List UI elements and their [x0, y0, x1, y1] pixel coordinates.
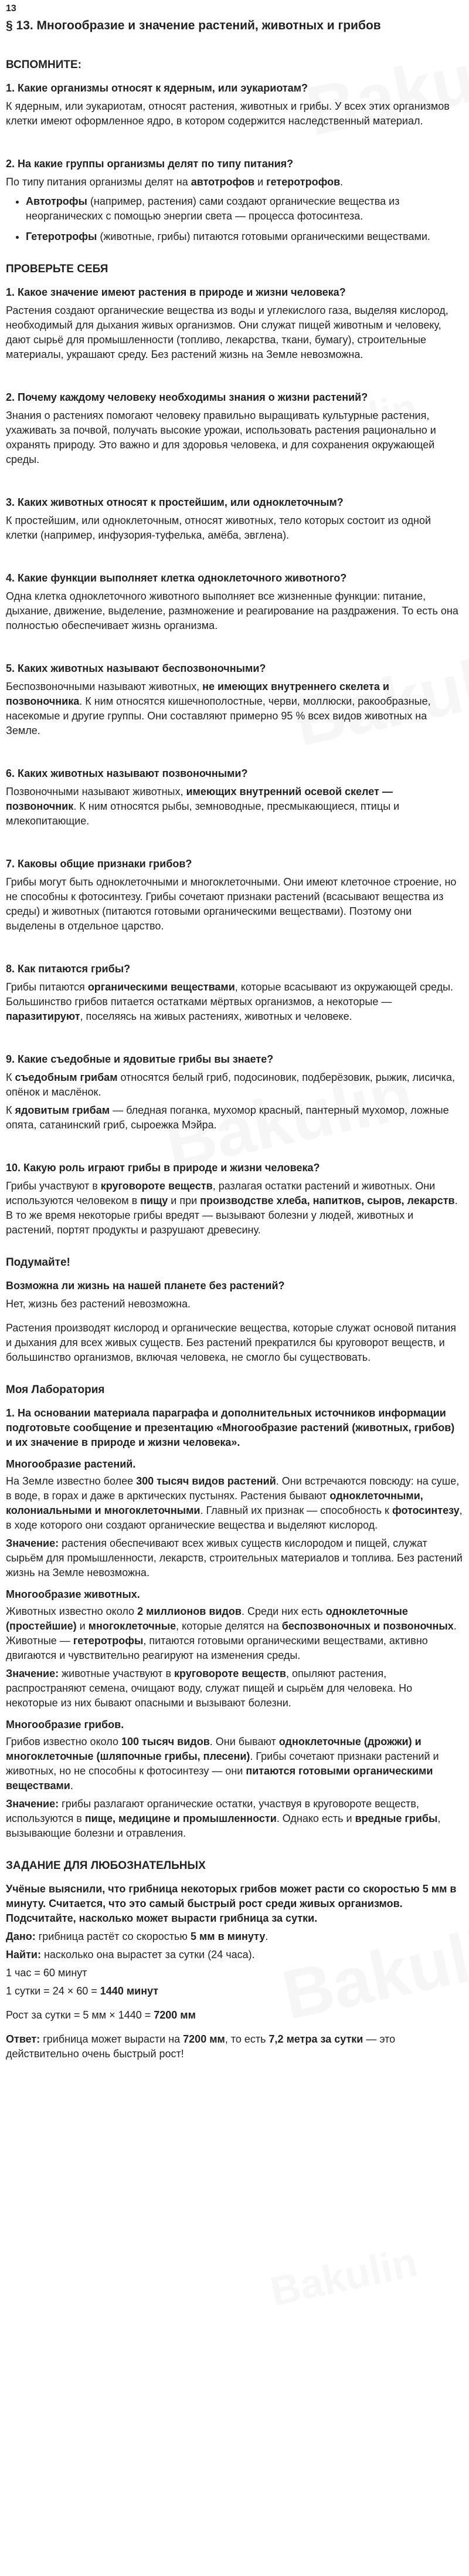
list-item: • Гетеротрофы (животные, грибы) питаются готовыми органическими веществами.: [26, 229, 463, 244]
question: 2. Почему каждому человеку необходимы знания о жизни растений?: [6, 391, 368, 403]
question: 1. Какое значение имеют растения в природе и жизни человека?: [6, 286, 346, 298]
answer: Ответ: грибница может вырасти на 7200 мм, то есть 7,2 метра за сутки — это действительно очень быстрый рост!: [6, 2033, 396, 2060]
question: 9. Какие съедобные и ядовитые грибы вы знаете?: [6, 1053, 274, 1065]
paragraph: Грибов известно около 100 тысяч видов. Они бывают одноклеточные (дрожжи) и многоклеточные (шляпочные грибы, плесени). Грибы сочетают признаки растений и животных, но не способны к фотосинтезу — они питаются готовыми органическими веществами.: [6, 1736, 439, 1791]
question: Учёные выяснили, что грибница некоторых грибов может расти со скоростью 5 мм в минуту. Считается, что это самый быстрый рост среди живых организмов. Подсчитайте, насколько может вырасти грибница за сутки.: [6, 1883, 457, 1924]
subheading: Многообразие грибов.: [6, 1719, 124, 1730]
question: 8. Как питаются грибы?: [6, 963, 131, 975]
question: 7. Каковы общие признаки грибов?: [6, 858, 192, 870]
paragraph: Значение: растения обеспечивают всех живых существ кислородом и пищей, служат сырьём для промышленности, лекарств, строительных материалов и топлива. Без растений жизнь на Земле невозможна.: [6, 1537, 463, 1578]
answer: Знания о растениях помогают человеку правильно выращивать культурные растения, ухаживать за почвой, получать высокие урожаи, использовать растения рационально и охранять природу. Это важно и для здоровья человека, и для сохранения окружающей среды.: [6, 410, 436, 465]
page-number: 13: [6, 4, 16, 13]
question: 4. Какие функции выполняет клетка одноклеточного животного?: [6, 572, 347, 584]
watermark: [266, 2239, 421, 2315]
subheading: Многообразие животных.: [6, 1588, 140, 1600]
paragraph: На Земле известно более 300 тысяч видов растений. Они встречаются повсюду: на суше, в воде, в горах и даже в арктических пустынях. Растения бывают одноклеточными, колониальными и многоклеточными. Главный их признак — способность к фотосинтезу, в ходе которого они создают органические вещества и выделяют кислород.: [6, 1475, 463, 1531]
answer: К ядерным, или эукариотам, относят растения, животных и грибы. У всех этих организмов клетки имеют оформленное ядро, в котором содержится наследственный материал.: [6, 100, 450, 127]
calc-line: 1 час = 60 минут: [6, 1967, 87, 1979]
question: 1. На основании материала параграфа и дополнительных источников информации подготовьте сообщение и презентацию «Многообразие растений (животных, грибов) и их значение в природе и жизни человека».: [6, 1407, 455, 1448]
calc-line: Рост за сутки = 5 мм × 1440 = 7200 мм: [6, 2009, 196, 2021]
paragraph: Значение: животные участвуют в круговороте веществ, опыляют растения, распространяют семена, очищают воду, служат пищей и сырьём для человека. Но некоторые из них бывают опасными и вызывают болезни.: [6, 1668, 413, 1709]
section-curious-heading: ЗАДАНИЕ ДЛЯ ЛЮБОЗНАТЕЛЬНЫХ: [6, 1860, 206, 1872]
answer: К простейшим, или одноклеточным, относят животных, тело которых состоит из одной клетки (например, инфузория-туфелька, амёба, эвглена).: [6, 515, 431, 541]
paragraph: Значение: грибы разлагают органические остатки, участвуя в круговороте веществ, используются в пище, медицине и промышленности. Однако есть и вредные грибы, вызывающие болезни и отравления.: [6, 1798, 441, 1839]
calc-line: 1 сутки = 24 × 60 = 1440 минут: [6, 1985, 159, 1997]
find: Найти: насколько она вырастет за сутки (24 часа).: [6, 1949, 255, 1960]
section-remember-heading: ВСПОМНИТЕ:: [6, 59, 81, 71]
section-lab-heading: Моя Лаборатория: [6, 1384, 105, 1396]
answer: Позвоночными называют животных, имеющих внутренний осевой скелет — позвоночник. К ним относятся рыбы, земноводные, пресмыкающиеся, птицы и млекопитающие.: [6, 786, 400, 827]
question: 3. Каких животных относят к простейшим, или одноклеточным?: [6, 496, 344, 508]
subheading: Многообразие растений.: [6, 1458, 136, 1470]
question: 2. На какие группы организмы делят по типу питания?: [6, 158, 294, 170]
answer: Растения производят кислород и органические вещества, которые служат основой питания и дыхания для всех живых существ. Без растений прекратился бы круговорот веществ, и большинство организмов, включая человека, не смогло бы существовать.: [6, 1322, 457, 1363]
question: 1. Какие организмы относят к ядерным, или эукариотам?: [6, 82, 308, 94]
question: Возможна ли жизнь на нашей планете без растений?: [6, 1280, 285, 1292]
paragraph: Животных известно около 2 миллионов видов. Среди них есть одноклеточные (простейшие) и многоклеточные, которые делятся на беспозвоночных и позвоночных. Животные — гетеротрофы, питаются готовыми органическими веществами, активно двигаются и чувствительно реагируют на изменения среды.: [6, 1605, 457, 1661]
nutrition-list: [6, 194, 463, 244]
answer: Грибы участвуют в круговороте веществ, разлагая остатки растений и животных. Они используются человеком в пищу и при производстве хлеба, напитков, сыров, лекарств. В то же время некоторые грибы вредят — вызывают болезни у людей, животных и растений, портят продукты и разрушают древесину.: [6, 1180, 458, 1236]
page-title: § 13. Многообразие и значение растений, животных и грибов: [6, 19, 381, 32]
answer: Нет, жизнь без растений невозможна.: [6, 1298, 191, 1310]
answer: Беспозвоночными называют животных, не имеющих внутреннего скелета и позвоночника. К ним относятся кишечнополостные, черви, моллюски, ракообразные, насекомые и другие группы. Они составляют примерно 95 % всех видов животных на Земле.: [6, 681, 431, 736]
given: Дано: грибница растёт со скоростью 5 мм в минуту.: [6, 1931, 269, 1942]
answer: Одна клетка одноклеточного животного выполняет все жизненные функции: питание, дыхание, движение, выделение, размножение и реагирование на раздражения. То есть она полностью обеспечивает жизнь организма.: [6, 590, 458, 631]
answer: К ядовитым грибам — бледная поганка, мухомор красный, пантерный мухомор, ложные опята, сатанинский гриб, сыроежка Мэйра.: [6, 1104, 449, 1131]
answer: Грибы могут быть одноклеточными и многоклеточными. Они имеют клеточное строение, но не способны к фотосинтезу. Грибы сочетают признаки растений (всасывают вещества из среды) и животных (питаются готовыми органическими веществами). Поэтому они выделены в отдельное царство.: [6, 876, 457, 932]
question: 5. Каких животных называют беспозвоночными?: [6, 662, 266, 674]
section-think-heading: Подумайте!: [6, 1256, 70, 1269]
answer: К съедобным грибам относятся белый гриб, подосиновик, подберёзовик, рыжик, лисичка, опёнок и маслёнок.: [6, 1071, 455, 1098]
question: 10. Какую роль играют грибы в природе и жизни человека?: [6, 1162, 320, 1174]
question: 6. Каких животных называют позвоночными?: [6, 768, 248, 779]
section-check-heading: ПРОВЕРЬТЕ СЕБЯ: [6, 263, 108, 275]
answer: Грибы питаются органическими веществами, которые всасывают из окружающей среды. Большинство грибов питается остатками мёртвых организмов, а некоторые — паразитируют, поселяясь на живых растениях, животных и человеке.: [6, 981, 454, 1022]
answer: По типу питания организмы делят на автотрофов и гетеротрофов.: [6, 176, 344, 188]
answer: Растения создают органические вещества из воды и углекислого газа, выделяя кислород, необходимый для дыхания живых организмов. Они служат пищей животным и человеку, дают сырьё для промышленности (топливо, лекарства, ткани, бумагу), строительные материалы, украшают среду. Без растений жизнь на Земле невозможна.: [6, 305, 448, 360]
list-item: • Автотрофы (например, растения) сами создают органические вещества из неорганических с помощью энергии света — процесса фотосинтеза.: [26, 194, 463, 224]
